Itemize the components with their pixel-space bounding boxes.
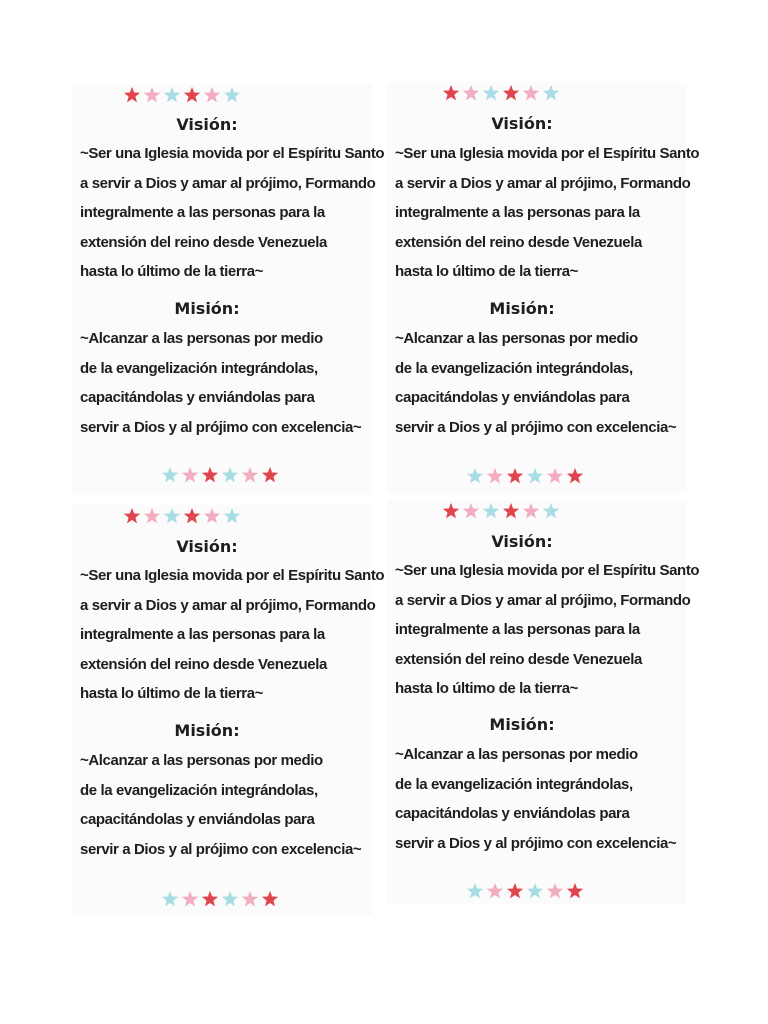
star-icon [223, 86, 241, 104]
vision-line: integralmente a las personas para la [395, 204, 640, 221]
vision-line: extensión del reino desde Venezuela [395, 233, 642, 251]
star-icon [506, 467, 524, 485]
star-icon [482, 84, 500, 102]
star-row-top [351, 502, 651, 520]
vision-line: extensión del reino desde Venezuela [80, 655, 327, 673]
star-icon [486, 467, 504, 485]
star-row-top [351, 84, 651, 102]
mission-line: de la evangelización integrándolas, [395, 359, 633, 377]
vision-line: ~Ser una Iglesia movida por el Espíritu Santo [395, 562, 700, 579]
star-icon [203, 86, 221, 104]
star-icon [546, 467, 564, 485]
vision-line: hasta lo último de la tierra~ [80, 263, 264, 280]
mission-title: Misión: [489, 299, 555, 318]
star-icon [183, 86, 201, 104]
mission-title: Misión: [174, 299, 240, 318]
star-icon [163, 507, 181, 525]
star-icon [223, 507, 241, 525]
vision-title: Visión: [491, 532, 553, 551]
star-icon [163, 86, 181, 104]
star-icon [462, 84, 480, 102]
card-bottom-right [387, 500, 700, 905]
star-icon [466, 467, 484, 485]
vision-line: a servir a Dios y amar al prójimo, Formando [395, 591, 691, 609]
vision-title: Visión: [491, 114, 553, 133]
mission-text [395, 740, 695, 858]
star-icon [221, 890, 239, 908]
star-icon [466, 882, 484, 900]
mission-line: ~Alcanzar a las personas por medio [395, 746, 638, 763]
vision-title: Visión: [176, 115, 238, 134]
star-icon [123, 507, 141, 525]
star-icon [201, 466, 219, 484]
star-icon [161, 890, 179, 908]
star-icon [123, 86, 141, 104]
star-icon [522, 502, 540, 520]
mission-line: capacitándolas y enviándolas para [80, 389, 315, 406]
star-icon [201, 890, 219, 908]
vision-title: Visión: [176, 537, 238, 556]
vision-text [80, 561, 385, 709]
vision-line: integralmente a las personas para la [80, 626, 325, 643]
star-icon [203, 507, 221, 525]
vision-line: a servir a Dios y amar al prójimo, Formando [395, 174, 691, 192]
card-bottom-left [72, 505, 385, 915]
star-icon [566, 467, 584, 485]
star-icon [542, 502, 560, 520]
mission-line: ~Alcanzar a las personas por medio [80, 752, 323, 769]
vision-line: integralmente a las personas para la [395, 621, 640, 638]
star-icon [183, 507, 201, 525]
vision-line: ~Ser una Iglesia movida por el Espíritu Santo [80, 567, 385, 584]
mission-line: capacitándolas y enviándolas para [80, 811, 315, 828]
star-icon [486, 882, 504, 900]
star-row-top [32, 86, 332, 104]
vision-line: ~Ser una Iglesia movida por el Espíritu Santo [80, 145, 385, 162]
star-icon [261, 466, 279, 484]
star-icon [143, 86, 161, 104]
vision-line: extensión del reino desde Venezuela [395, 650, 642, 668]
vision-line: integralmente a las personas para la [80, 204, 325, 221]
vision-line: hasta lo último de la tierra~ [395, 263, 579, 280]
star-row-bottom [375, 467, 675, 485]
star-icon [482, 502, 500, 520]
card-top-left [72, 84, 385, 494]
vision-line: a servir a Dios y amar al prójimo, Formando [80, 596, 376, 614]
star-icon [502, 502, 520, 520]
vision-line: extensión del reino desde Venezuela [80, 233, 327, 251]
star-row-bottom [70, 466, 370, 484]
mission-line: servir a Dios y al prójimo con excelencia~ [80, 418, 362, 436]
star-icon [241, 466, 259, 484]
star-icon [161, 466, 179, 484]
mission-text [80, 324, 380, 442]
star-icon [221, 466, 239, 484]
star-icon [241, 890, 259, 908]
star-icon [526, 467, 544, 485]
star-row-bottom [70, 890, 370, 908]
vision-text [395, 556, 700, 704]
star-icon [502, 84, 520, 102]
vision-line: ~Ser una Iglesia movida por el Espíritu Santo [395, 145, 700, 162]
mission-text [395, 324, 695, 442]
star-icon [522, 84, 540, 102]
star-icon [143, 507, 161, 525]
star-icon [442, 84, 460, 102]
mission-line: capacitándolas y enviándolas para [395, 389, 630, 406]
mission-title: Misión: [174, 721, 240, 740]
mission-title: Misión: [489, 715, 555, 734]
vision-line: a servir a Dios y amar al prójimo, Formando [80, 174, 376, 192]
mission-line: servir a Dios y al prójimo con excelencia~ [395, 834, 677, 852]
star-icon [542, 84, 560, 102]
star-icon [261, 890, 279, 908]
star-row-bottom [375, 882, 675, 900]
mission-text [80, 746, 380, 864]
star-icon [566, 882, 584, 900]
mission-line: ~Alcanzar a las personas por medio [80, 330, 323, 347]
mission-line: capacitándolas y enviándolas para [395, 805, 630, 822]
vision-text [80, 139, 385, 287]
mission-line: servir a Dios y al prójimo con excelencia~ [395, 418, 677, 436]
star-icon [506, 882, 524, 900]
mission-line: de la evangelización integrándolas, [80, 359, 318, 377]
star-icon [546, 882, 564, 900]
vision-line: hasta lo último de la tierra~ [80, 685, 264, 702]
mission-line: de la evangelización integrándolas, [395, 775, 633, 793]
star-icon [181, 466, 199, 484]
mission-line: de la evangelización integrándolas, [80, 781, 318, 799]
star-icon [526, 882, 544, 900]
mission-line: ~Alcanzar a las personas por medio [395, 330, 638, 347]
vision-text [395, 139, 700, 287]
star-icon [462, 502, 480, 520]
card-top-right [387, 82, 700, 494]
star-row-top [32, 507, 332, 525]
vision-line: hasta lo último de la tierra~ [395, 680, 579, 697]
star-icon [442, 502, 460, 520]
star-icon [181, 890, 199, 908]
mission-line: servir a Dios y al prójimo con excelencia~ [80, 840, 362, 858]
